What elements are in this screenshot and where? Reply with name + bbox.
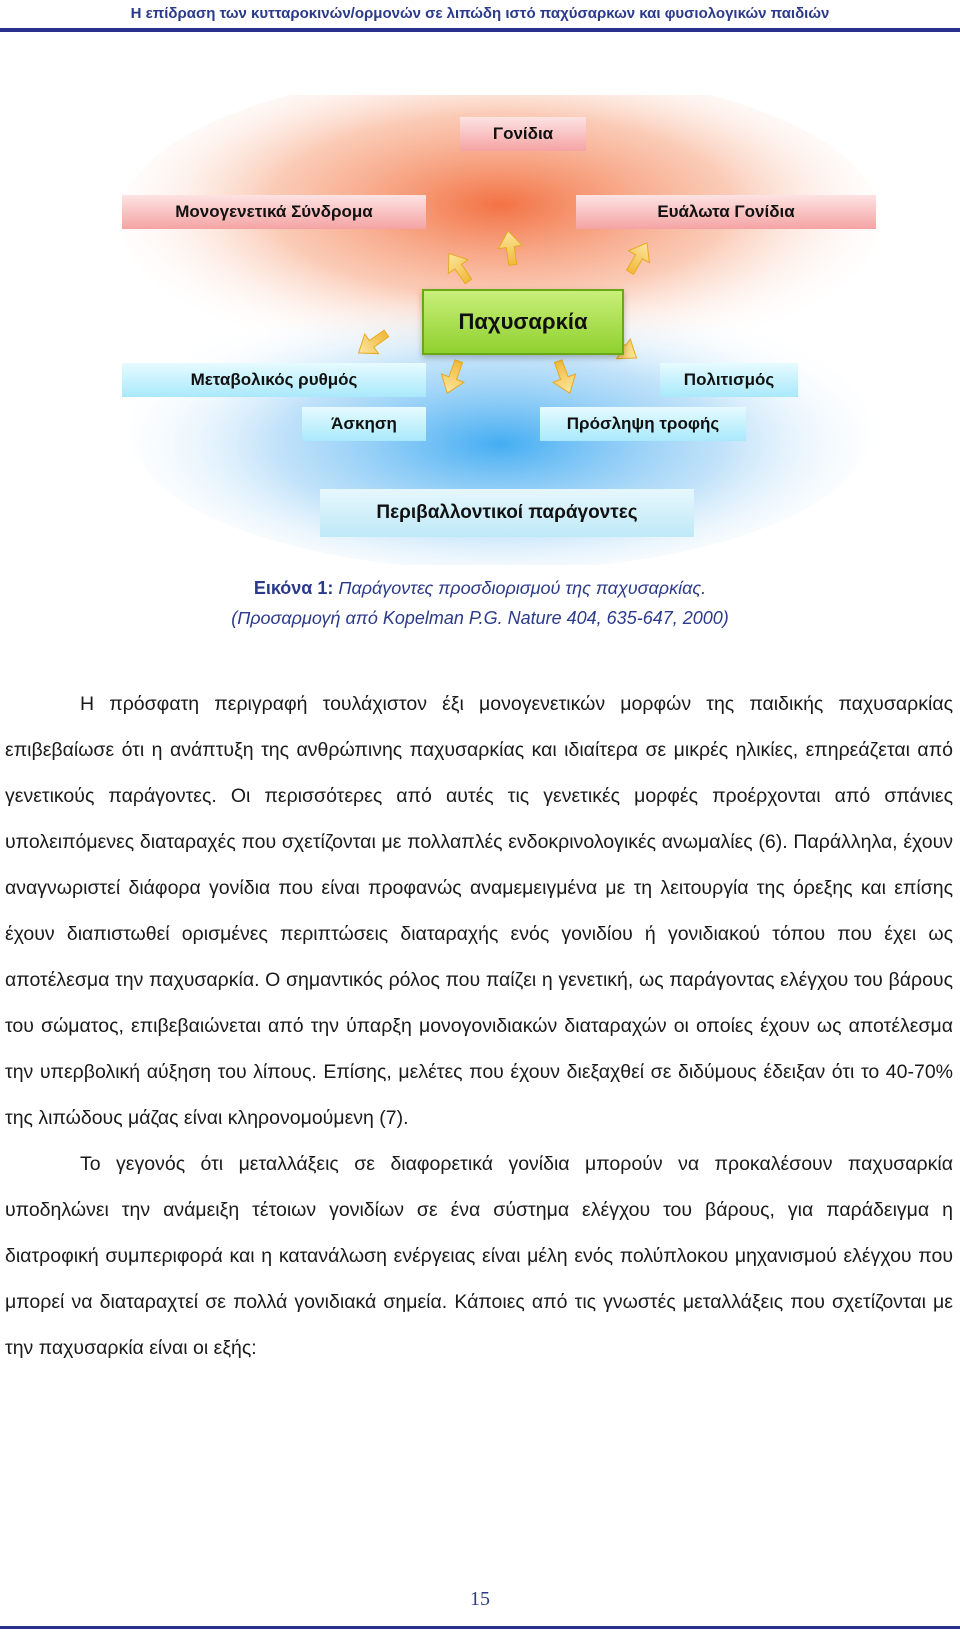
body-text — [5, 681, 953, 1371]
footer-rule — [0, 1626, 960, 1629]
node-monogenetic-syndromes: Μονογενετικά Σύνδρομα — [122, 195, 426, 229]
figure-caption — [0, 573, 960, 633]
caption-line-1 — [0, 573, 960, 603]
node-metabolic-rate: Μεταβολικός ρυθμός — [122, 363, 426, 397]
node-food-intake: Πρόσληψη τροφής — [540, 407, 746, 441]
node-environmental-factors: Περιβαλλοντικοί παράγοντες — [320, 489, 694, 537]
caption-source: (Προσαρμογή από Kopelman P.G. Nature 404, 635-647, 2000) — [231, 608, 729, 628]
node-exercise: Άσκηση — [302, 407, 426, 441]
paragraph-1: Η πρόσφατη περιγραφή τουλάχιστον έξι μονογενετικών μορφών της παιδικής παχυσαρκίας επιβεβαίωσε ότι η ανάπτυξη της ανθρώπινης παχυσαρκίας και ιδιαίτερα σε μικρές ηλικίες, επηρεάζεται από γενετικούς παράγοντες. Οι περισσότερες από αυτές τις γενετικές μορφές προέρχονται από σπάνιες υπολειπόμενες διαταραχές που σχετίζονται με πολλαπλές ενδοκρινολογικές ανωμαλίες (6). Παράλληλα, έχουν αναγνωριστεί διάφορα γονίδια που είναι προφανώς αναμεμειγμένα με τη λειτουργία της όρεξης και επίσης έχουν διαπιστωθεί ορισμένες περιπτώσεις διαταραχής ενός γονιδίου ή γονιδιακού τόπου που έχει ως αποτέλεσμα την παχυσαρκία. Ο σημαντικός ρόλος που παίζει η γενετική, ως παράγοντας ελέγχου του βάρους του σώματος, επιβεβαιώνεται από την ύπαρξη μονογονιδιακών διαταραχών οι οποίες έχουν ως αποτέλεσμα την υπερβολική αύξηση του λίπους. Επίσης, μελέτες που έχουν διεξαχθεί σε διδύμους έδειξαν ότι το 40-70% της λιπώδους μάζας είναι κληρονομούμενη (7). — [5, 693, 953, 1129]
running-header: Η επίδραση των κυτταροκινών/ορμονών σε λιπώδη ιστό παχύσαρκων και φυσιολογικών παιδιών — [130, 5, 830, 22]
node-vulnerable-genes: Ευάλωτα Γονίδια — [576, 195, 876, 229]
node-culture: Πολιτισμός — [660, 363, 798, 397]
header-rule — [0, 28, 960, 32]
obesity-factors-diagram — [100, 95, 940, 565]
node-genes: Γονίδια — [460, 117, 586, 151]
paragraph-2: Το γεγονός ότι μεταλλάξεις σε διαφορετικά γονίδια μπορούν να προκαλέσουν παχυσαρκία υποδηλώνει την ανάμειξη τέτοιων γονιδίων σε ένα σύστημα ελέγχου του βάρους, για παράδειγμα η διατροφική συμπεριφορά και η κατανάλωση ενέργειας είναι μέλη ενός πολύπλοκου μηχανισμού ελέγχου που μπορεί να διαταραχτεί σε πολλά γονιδιακά σημεία. Κάποιες από τις γνωστές μεταλλάξεις που σχετίζονται με την παχυσαρκία είναι οι εξής: — [5, 1153, 953, 1359]
caption-title: Παράγοντες προσδιορισμού της παχυσαρκίας. — [338, 578, 707, 598]
page-number: 15 — [470, 1588, 490, 1610]
caption-label: Εικόνα 1: — [253, 578, 334, 598]
node-obesity: Παχυσαρκία — [422, 289, 624, 355]
